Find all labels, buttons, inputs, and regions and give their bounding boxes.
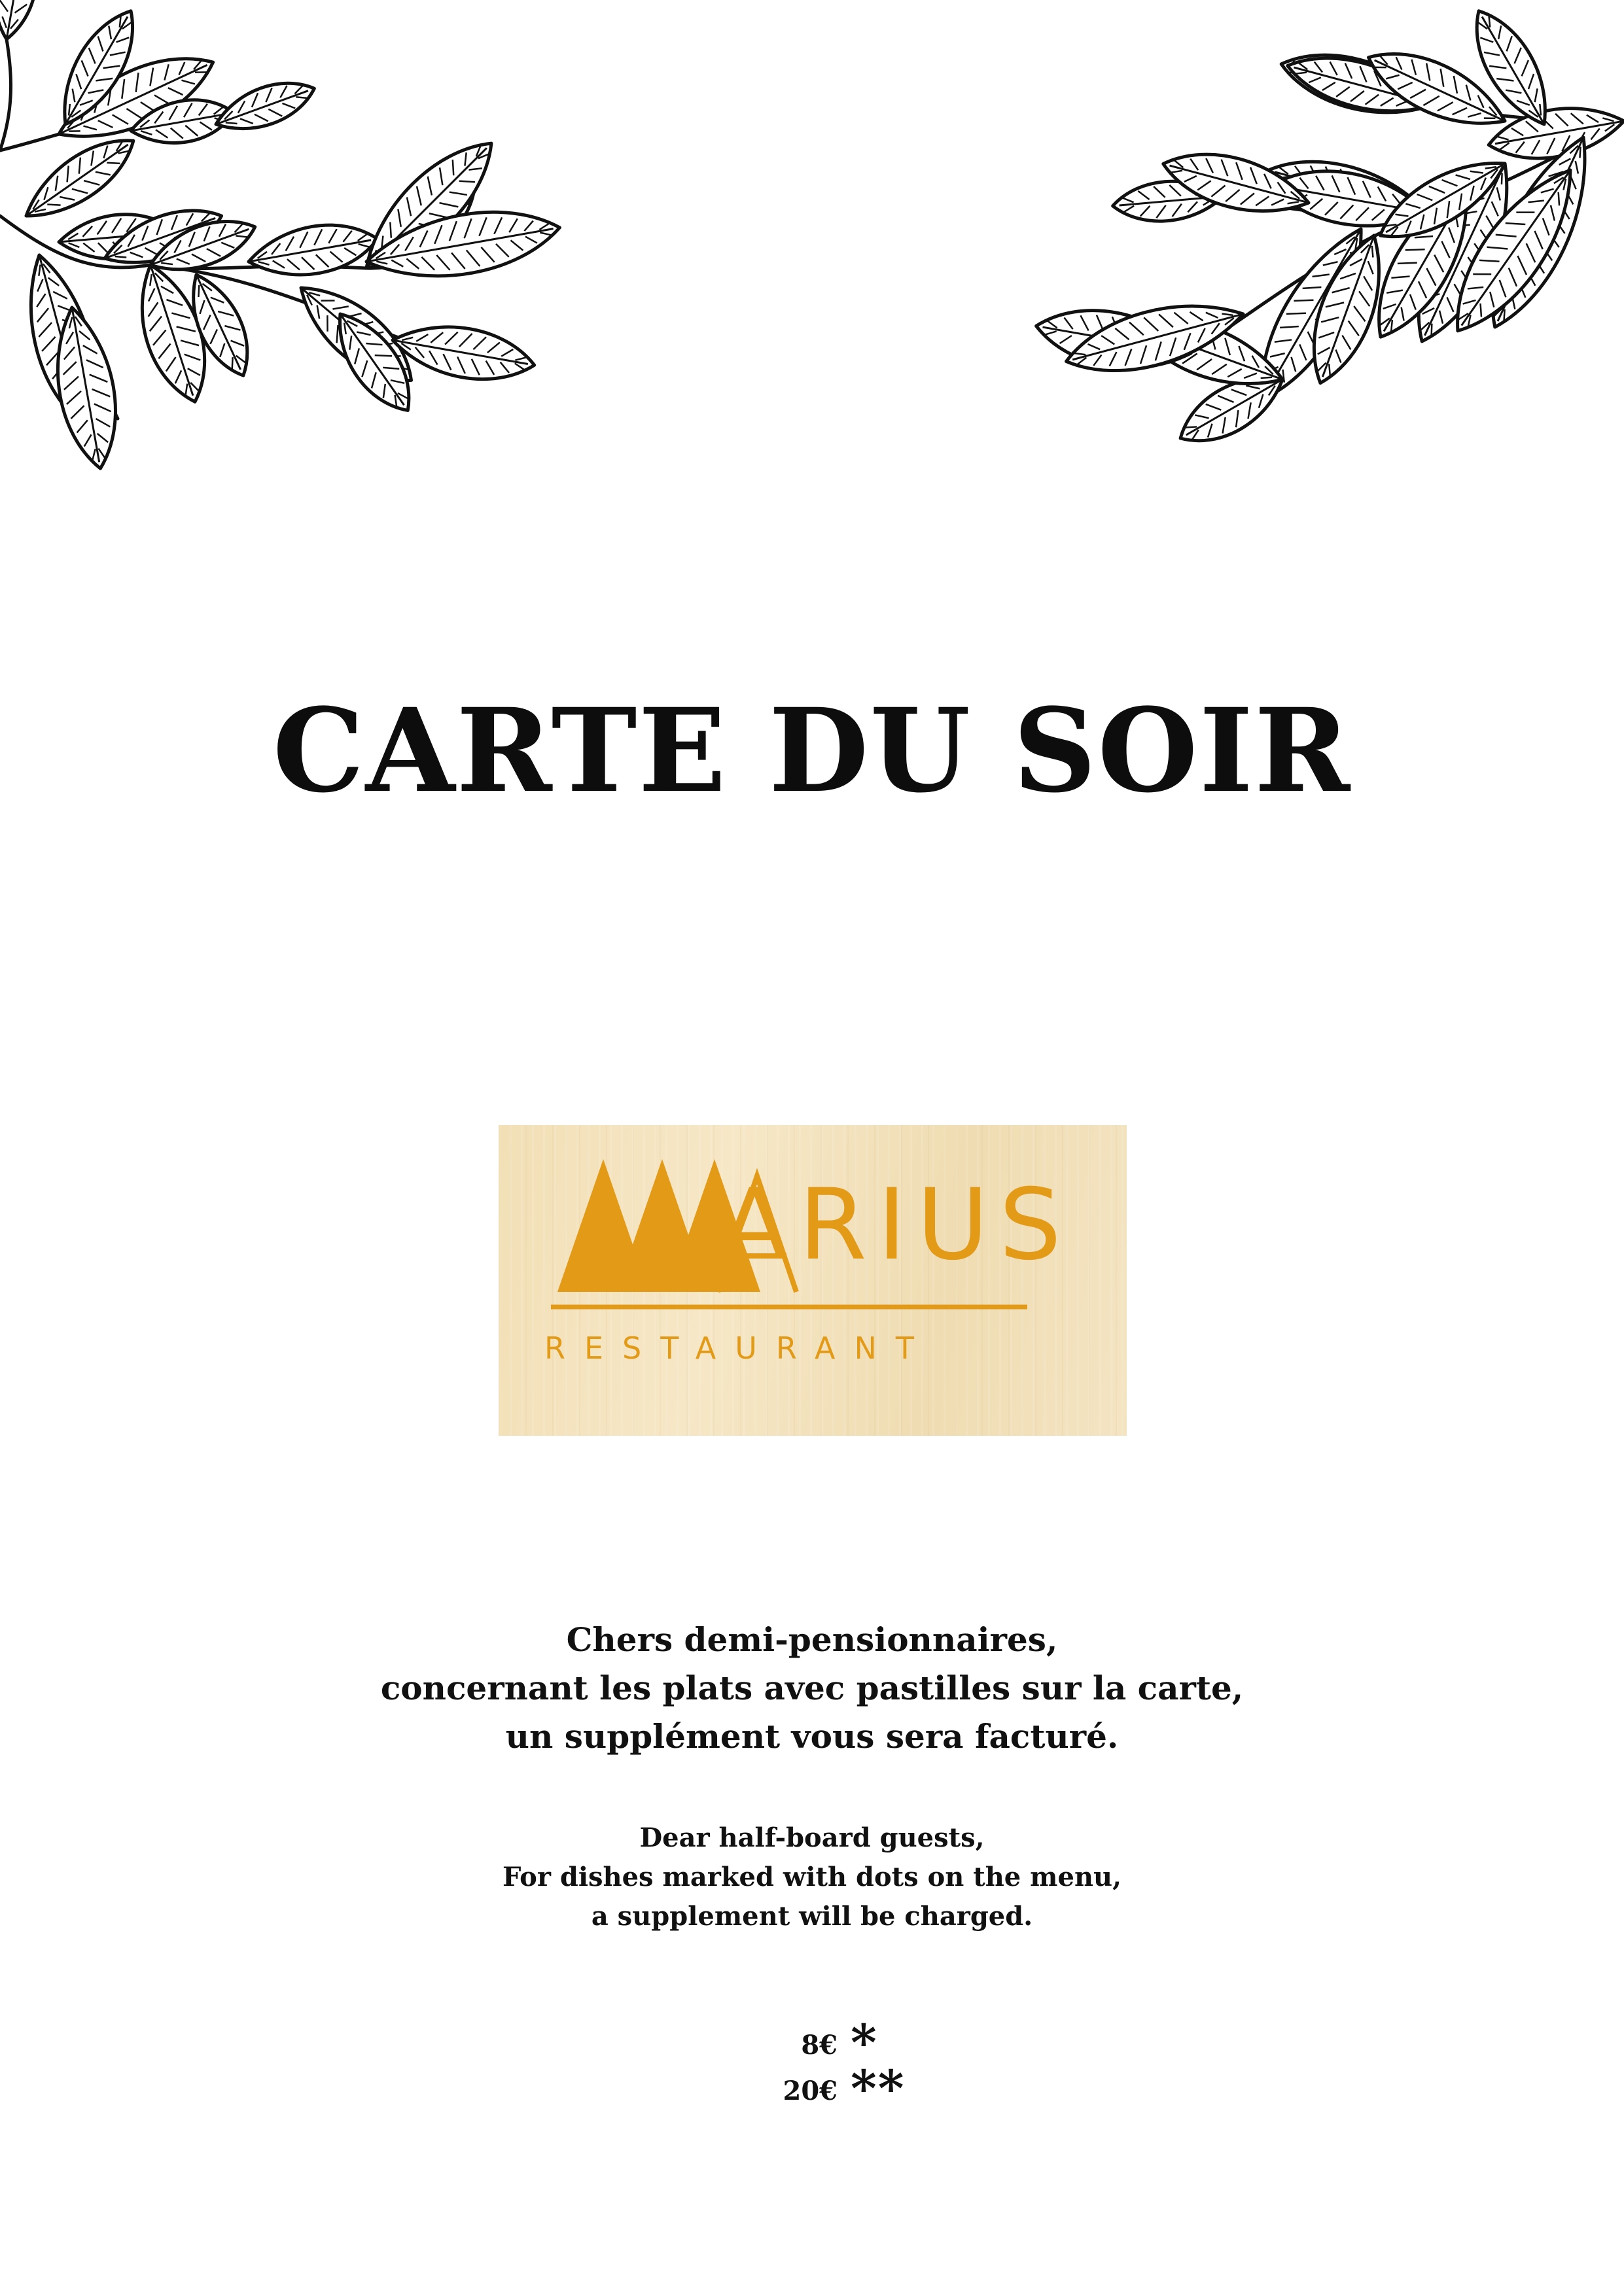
notice-en-line: For dishes marked with dots on the menu, xyxy=(502,1862,1122,1892)
leaf-branch-icon xyxy=(1008,0,1624,563)
notice-en-line: Dear half-board guests, xyxy=(639,1822,985,1853)
leaf-branch-icon xyxy=(0,0,654,589)
supplement-marker: * xyxy=(851,2013,878,2072)
notice-fr-line: Chers demi-pensionnaires, xyxy=(566,1620,1058,1659)
supplement-marker: ** xyxy=(851,2059,906,2117)
notice-fr-line: un supplément vous sera facturé. xyxy=(505,1717,1119,1756)
page-title: CARTE DU SOIR xyxy=(272,683,1352,818)
brand-subtitle: RESTAURANT xyxy=(544,1331,933,1366)
supplement-price: 20€ xyxy=(783,2076,838,2106)
notice-en-line: a supplement will be charged. xyxy=(591,1901,1033,1932)
notice-french xyxy=(0,1616,1624,1761)
restaurant-logo xyxy=(499,1125,1127,1436)
notice-fr-line: concernant les plats avec pastilles sur la carte, xyxy=(380,1669,1244,1707)
supplement-price: 8€ xyxy=(801,2030,838,2061)
notice-english xyxy=(0,1818,1624,1936)
brand-name: ARIUS xyxy=(721,1168,1072,1282)
